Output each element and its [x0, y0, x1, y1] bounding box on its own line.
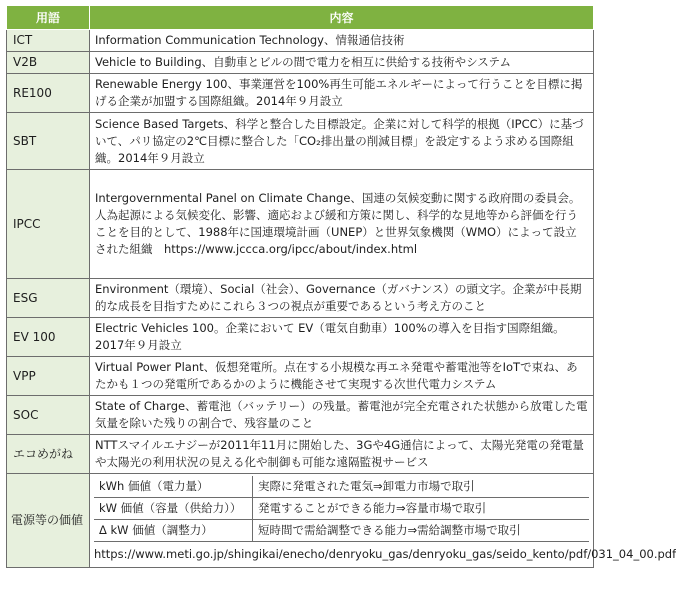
header-content: 内容: [90, 6, 594, 30]
term-cell: SOC: [7, 396, 90, 435]
value-desc: 発電することができる能力⇒容量市場で取引: [253, 498, 590, 520]
content-cell: Environment（環境）、Social（社会）、Governance（ガバナンス）の頭文字。企業が中長期的な成長を目指すためにこれら３つの視点が重要であるという考え方のこと: [90, 279, 594, 318]
value-desc: 実際に発電された電気⇒卸電力市場で取引: [253, 476, 590, 498]
term-cell: VPP: [7, 357, 90, 396]
term-cell: RE100: [7, 74, 90, 113]
content-cell: Renewable Energy 100、事業運営を100%再生可能エネルギーによって行うことを目標に掲げる企業が加盟する国際組織。2014年９月設立: [90, 74, 594, 113]
value-desc: 短時間で需給調整できる能力⇒需給調整市場で取引: [253, 520, 590, 542]
value-name: kWh 価値（電力量）: [94, 476, 253, 498]
term-cell: V2B: [7, 52, 90, 74]
content-cell: Vehicle to Building、自動車とビルの間で電力を相互に供給する技術やシステム: [90, 52, 594, 74]
table-row: [7, 435, 594, 474]
table-row: [7, 396, 594, 435]
term-cell: 電源等の価値: [7, 474, 90, 568]
glossary-table: [6, 5, 676, 568]
table-row: [7, 52, 594, 74]
term-cell: SBT: [7, 113, 90, 170]
value-row: [94, 476, 589, 498]
table-row: [7, 74, 594, 113]
term-cell: エコめがね: [7, 435, 90, 474]
value-name: Δ kW 価値（調整力）: [94, 520, 253, 542]
header-row: [7, 6, 594, 30]
content-cell: [90, 474, 676, 568]
content-cell: State of Charge、蓄電池（バッテリー）の残量。蓄電池が完全充電された状態から放電した電気量を除いた残りの割合で、残容量のこと: [90, 396, 594, 435]
content-cell: NTTスマイルエナジーが2011年11月に開始した、3Gや4G通信によって、太陽光発電の発電量や太陽光の利用状況の見える化や制御も可能な遠隔監視サービス: [90, 435, 594, 474]
content-cell: Virtual Power Plant、仮想発電所。点在する小規模な再エネ発電や蓄電池等をIoTで束ね、あたかも１つの発電所であるかのように機能させて実現する次世代電力システム: [90, 357, 594, 396]
term-cell: ICT: [7, 30, 90, 52]
content-cell: Intergovernmental Panel on Climate Change、国連の気候変動に関する政府間の委員会。人為起源による気候変化、影響、適応および緩和方策に関し、科学的な見地等から評価を行うことを目的として、1988年に国連環境計画（UNEP）と世界気象機関（WMO）によって設立された組織 https://www.jccca.org/ipcc/about/index.html: [90, 170, 594, 279]
term-cell: IPCC: [7, 170, 90, 279]
table-row: [7, 279, 594, 318]
table-row: [7, 170, 594, 279]
source-url: https://www.meti.go.jp/shingikai/enecho/denryoku_gas/denryoku_gas/seido_kento/pdf/031_04_00.pdf: [94, 547, 676, 561]
content-cell: Information Communication Technology、情報通信技術: [90, 30, 594, 52]
value-subtable: [94, 476, 589, 542]
content-cell: Electric Vehicles 100。企業において EV（電気自動車）100%の導入を目指す国際組織。2017年９月設立: [90, 318, 594, 357]
term-cell: ESG: [7, 279, 90, 318]
content-cell: Science Based Targets、科学と整合した目標設定。企業に対して科学的根拠（IPCC）に基づいて、パリ協定の2℃目標に整合した「CO₂排出量の削減目標」を設定するよう求める国際組織。2014年９月設立: [90, 113, 594, 170]
value-row: [94, 520, 589, 542]
value-name: kW 価値（容量（供給力））: [94, 498, 253, 520]
value-row: [94, 498, 589, 520]
table-row: [7, 30, 594, 52]
term-cell: EV 100: [7, 318, 90, 357]
table-row: [7, 113, 594, 170]
header-term: 用語: [7, 6, 90, 30]
table-row: [7, 357, 594, 396]
table-row: [7, 474, 594, 568]
table-row: [7, 318, 594, 357]
